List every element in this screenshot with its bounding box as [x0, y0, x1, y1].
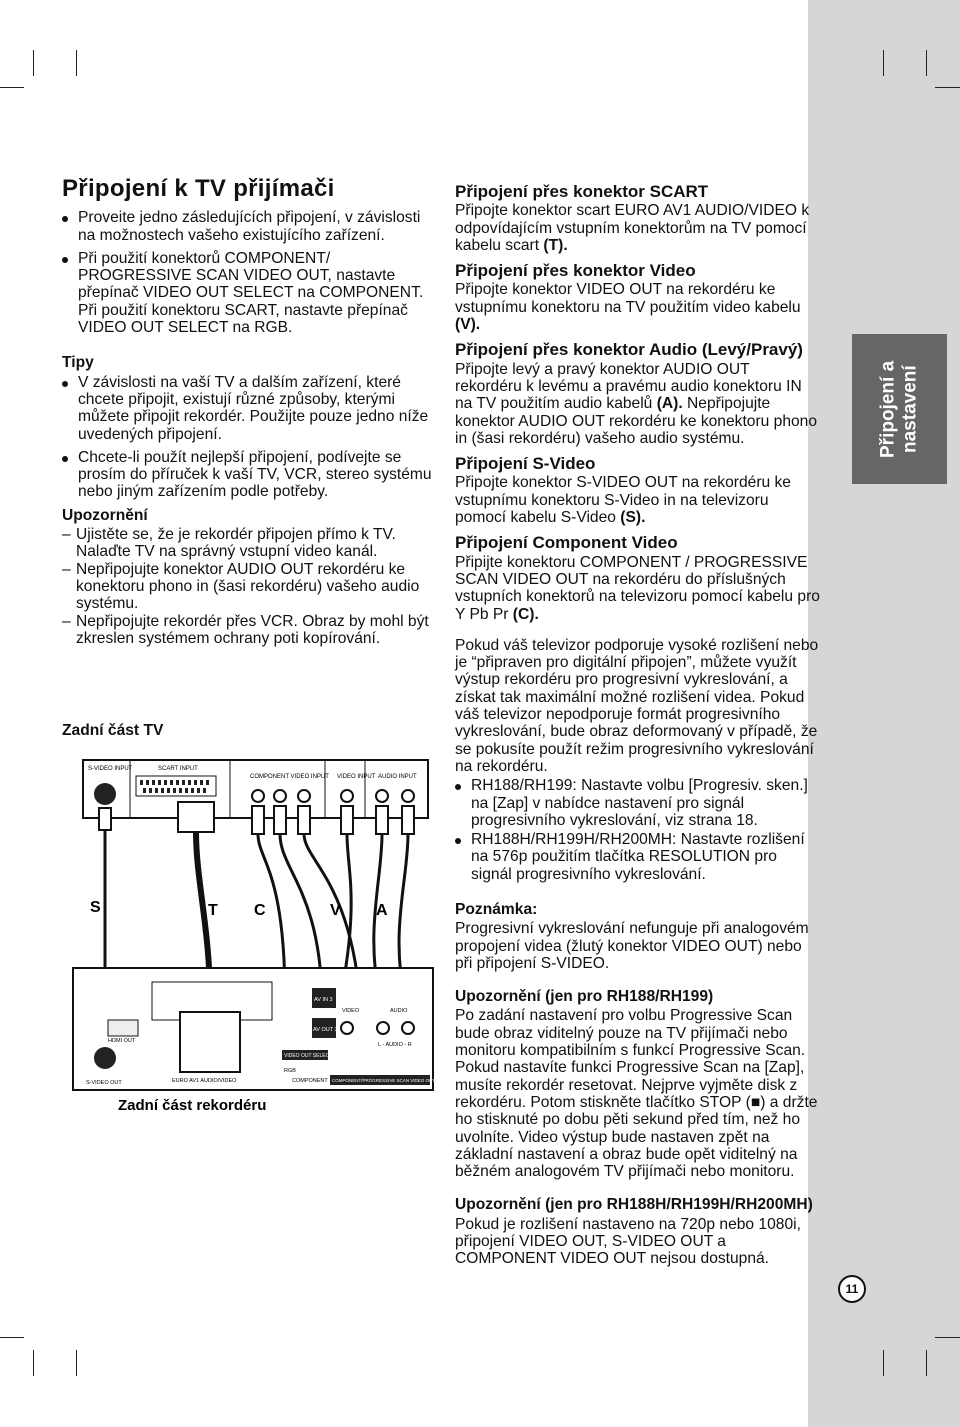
- list-item: – Ujistěte se, že je rekordér připojen přímo k TV. Nalaďte TV na správný vstupní video kanál.: [62, 526, 434, 561]
- hdmi-port: [108, 1020, 138, 1036]
- note-heading: Poznámka:: [455, 900, 538, 918]
- rec-euro-label: EURO AV1 AUDIO/VIDEO: [172, 1078, 237, 1084]
- tv-comp-pb-jack: [274, 790, 286, 802]
- rec-laudior-label: L - AUDIO - R: [378, 1042, 412, 1048]
- rec-audio-label: AUDIO: [390, 1008, 408, 1014]
- crop-mark: [33, 1350, 34, 1376]
- rec-audio-r-jack: [402, 1022, 414, 1034]
- scart-heading: Připojení přes konektor SCART: [455, 182, 709, 201]
- list-item: Proveite jedno zásledujících připojení, v závislosti na možnostech vašeho existujícího zařízení.: [62, 209, 434, 244]
- tips-heading: Tipy: [62, 354, 94, 372]
- list-item: RH188/RH199: Nastavte volbu [Progresiv. sken.] na [Zap] v nabídce nastavení pro signál progresivního vykreslování, viz strana 18.: [455, 777, 820, 829]
- rec-select-label: VIDEO OUT SELECT: [284, 1053, 333, 1059]
- recorder-label: Zadní část rekordéru: [118, 1097, 267, 1114]
- rec-rgb-label: RGB: [284, 1068, 296, 1074]
- rec-audio-l-jack: [377, 1022, 389, 1034]
- video-section: [455, 262, 820, 333]
- video-plug: [341, 806, 353, 834]
- tv-comp-y-jack: [252, 790, 264, 802]
- list-item: Při použití konektorů COMPONENT/ PROGRESSIVE SCAN VIDEO OUT, nastavte přepínač VIDEO OUT SELECT na COMPONENT. Při použití konektoru SCART, nastavte přepínač VIDEO OUT SELECT na RGB.: [62, 250, 434, 336]
- sidebar-strip: [808, 0, 960, 1427]
- list-item: Chcete-li použít nejlepší připojení, podívejte se prosím do příruček k vaší TV, VCR, stereo systému nebo jiným zařízením podle potřeby.: [62, 449, 434, 501]
- crop-mark: [33, 50, 34, 76]
- audio-text: Připojte levý a pravý konektor AUDIO OUT rekordéru k levému a pravému audio konektoru IN na TV použitím audio kabelů: [455, 360, 802, 413]
- right-column: [455, 183, 820, 1268]
- crop-mark: [935, 87, 960, 88]
- tips-list: [62, 374, 434, 501]
- section-tab-label: Připojení a nastavení: [877, 360, 921, 458]
- tv-video-label: VIDEO INPUT: [337, 774, 376, 780]
- stop-icon: ■: [750, 1093, 761, 1111]
- list-item: RH188H/RH199H/RH200MH: Nastavte rozlišení na 576p použitím tlačítka RESOLUTION pro signál progresivního vykreslování.: [455, 831, 820, 883]
- comp-pb-plug: [274, 806, 286, 834]
- crop-mark: [926, 1350, 927, 1376]
- audio-l-plug: [376, 806, 388, 834]
- rec-comp-prog-label: COMPONENT/PROGRESSIVE SCAN VIDEO OUT: [332, 1078, 436, 1083]
- audio-section: [455, 341, 820, 447]
- scart-plug-bottom: [180, 1012, 240, 1072]
- rec-avout3-label: AV OUT 3: [313, 1027, 338, 1033]
- tv-audio-l-jack: [376, 790, 388, 802]
- crop-mark: [0, 87, 24, 88]
- comp-pr-plug: [298, 806, 310, 834]
- svideo-plug-top: [99, 808, 111, 830]
- comp-y-plug: [252, 806, 264, 834]
- crop-mark: [76, 50, 77, 76]
- rec-svideo-label: S-VIDEO OUT: [86, 1080, 122, 1086]
- video-heading: Připojení přes konektor Video: [455, 261, 696, 281]
- rec-svideo-jack: [94, 1047, 116, 1069]
- tv-video-jack: [341, 790, 353, 802]
- note-text: Progresivní vykreslování nefunguje při analogovém propojení videa (žlutý konektor VIDEO OUT) nebo při připojení S-VIDEO.: [455, 920, 809, 972]
- rec-avin3-label: AV IN 3: [314, 997, 333, 1003]
- cable-v-label: V: [330, 902, 341, 919]
- scart-section: [455, 183, 820, 254]
- crop-mark: [935, 1337, 960, 1338]
- svideo-heading: Připojení S-Video: [455, 454, 596, 474]
- rear-tv-label: Zadní část TV: [62, 722, 164, 739]
- crop-mark: [883, 50, 884, 76]
- left-column: [62, 175, 434, 647]
- caution1-text-2: ) a držte ho stisknuté po dobu pěti sekund před tím, než ho uvolníte. Video výstup bude nastaven zpět na základní nastavení a obraz bude opět viditelný na běžném analogovém TV přijímači nebo monitoru.: [455, 1093, 818, 1181]
- scart-plug-top: [178, 802, 214, 832]
- tv-svideo-jack: [94, 783, 116, 805]
- cable-s-label: S: [90, 899, 101, 916]
- connection-diagram: [60, 750, 445, 1130]
- rec-video-jack: [341, 1022, 353, 1034]
- cable-c-label: C: [254, 902, 266, 919]
- list-item: V závislosti na vaší TV a dalším zařízení, které chcete připojit, existují různé způsoby, kterými můžete připojit rekordér. Použijte pouze jedno níže uvedených připojení.: [62, 374, 434, 443]
- video-text: Připojte konektor VIDEO OUT na rekordéru ke vstupnímu konektoru na TV použitím video kabelu: [455, 281, 801, 316]
- page-title: Připojení k TV přijímači: [62, 175, 335, 202]
- rec-component-label: COMPONENT: [292, 1078, 328, 1084]
- svideo-ref: (S).: [620, 509, 646, 527]
- caution1-heading: Upozornění (jen pro RH188/RH199): [455, 988, 714, 1006]
- caution2-text: Pokud je rozlišení nastaveno na 720p nebo 1080i, připojení VIDEO OUT, S-VIDEO OUT a COMPONENT VIDEO OUT nejsou dostupná.: [455, 1215, 801, 1268]
- tv-scart-label: SCART INPUT: [158, 766, 198, 772]
- caution-heading: Upozornění: [62, 506, 148, 524]
- crop-mark: [76, 1350, 77, 1376]
- caution2-heading: Upozornění (jen pro RH188H/RH199H/RH200MH): [455, 1196, 813, 1214]
- rec-video-label: VIDEO: [342, 1008, 360, 1014]
- tv-audio-r-jack: [402, 790, 414, 802]
- cable-a-label: A: [376, 902, 388, 919]
- rec-hdmi-label: HDMI OUT: [108, 1038, 136, 1044]
- audio-text-2: Nepřipojujte konektor AUDIO OUT rekordéru ke konektoru phono in (šasi rekordéru) vašeho audio systému.: [455, 395, 818, 447]
- caution1-text: Po zadání nastavení pro volbu Progressive Scan bude obraz viditelný pouze na TV přijímači nebo monitoru kompatibilním s funkcí Progressive Scan. Pokud nastavíte funkci Progressive Scan na [Zap], musíte rekordér resetovat. Nejprve vyjměte disk z rekordéru. Potom stiskněte tlačítko STOP (: [455, 1007, 806, 1111]
- crop-mark: [0, 1337, 24, 1338]
- cable-t-label: T: [208, 902, 218, 919]
- component-ref: (C).: [512, 605, 539, 623]
- page-number: 11: [838, 1275, 866, 1303]
- svideo-section: [455, 455, 820, 526]
- audio-ref: (A).: [656, 395, 683, 413]
- intro-list: [62, 209, 434, 336]
- tv-component-label: COMPONENT VIDEO INPUT: [250, 774, 329, 780]
- video-ref: (V).: [455, 316, 481, 334]
- progressive-text: Pokud váš televizor podporuje vysoké rozlišení nebo je “připraven pro digitální připojen”, můžete využít výstup rekordéru pro progresivní vykreslování, a získat tak maximální možné rozlišení videa. Pokud váš televizor nepodporuje formát progresivního vykreslování, bude obraz deformovaný v případě, že se pokusíte použít režim progresivního vykreslování na rekordéru.: [455, 636, 819, 775]
- progressive-list: [455, 777, 820, 883]
- component-text: Připijte konektoru COMPONENT / PROGRESSIVE SCAN VIDEO OUT na rekordéru do příslušných vstupních konektorů na televizoru pomocí kabelu pro Y Pb Pr: [455, 553, 820, 623]
- scart-text: Připojte konektor scart EURO AV1 AUDIO/VIDEO k odpovídajícím vstupním konektorům na TV pomocí kabelu scart: [455, 202, 810, 254]
- crop-mark: [926, 50, 927, 76]
- svideo-text: Připojte konektor S-VIDEO OUT na rekordéru ke vstupnímu konektoru S-Video in na televizoru pomocí kabelu S-Video: [455, 474, 791, 527]
- scart-ref: (T).: [543, 236, 568, 254]
- list-item: – Nepřipojujte konektor AUDIO OUT rekordéru ke konektoru phono in (šasi rekordéru) vašeho audio systému.: [62, 561, 434, 613]
- component-section: [455, 534, 820, 622]
- tv-comp-pr-jack: [298, 790, 310, 802]
- crop-mark: [883, 1350, 884, 1376]
- caution-list: [62, 526, 434, 647]
- audio-r-plug: [402, 806, 414, 834]
- list-item: – Nepřipojujte rekordér přes VCR. Obraz by mohl být zkreslen systémem ochrany poti kopírování.: [62, 613, 434, 648]
- tv-audio-label: AUDIO INPUT: [378, 774, 417, 780]
- audio-heading: Připojení přes konektor Audio (Levý/Pravý): [455, 340, 803, 360]
- tv-svideo-label: S-VIDEO INPUT: [88, 766, 133, 772]
- component-heading: Připojení Component Video: [455, 533, 678, 553]
